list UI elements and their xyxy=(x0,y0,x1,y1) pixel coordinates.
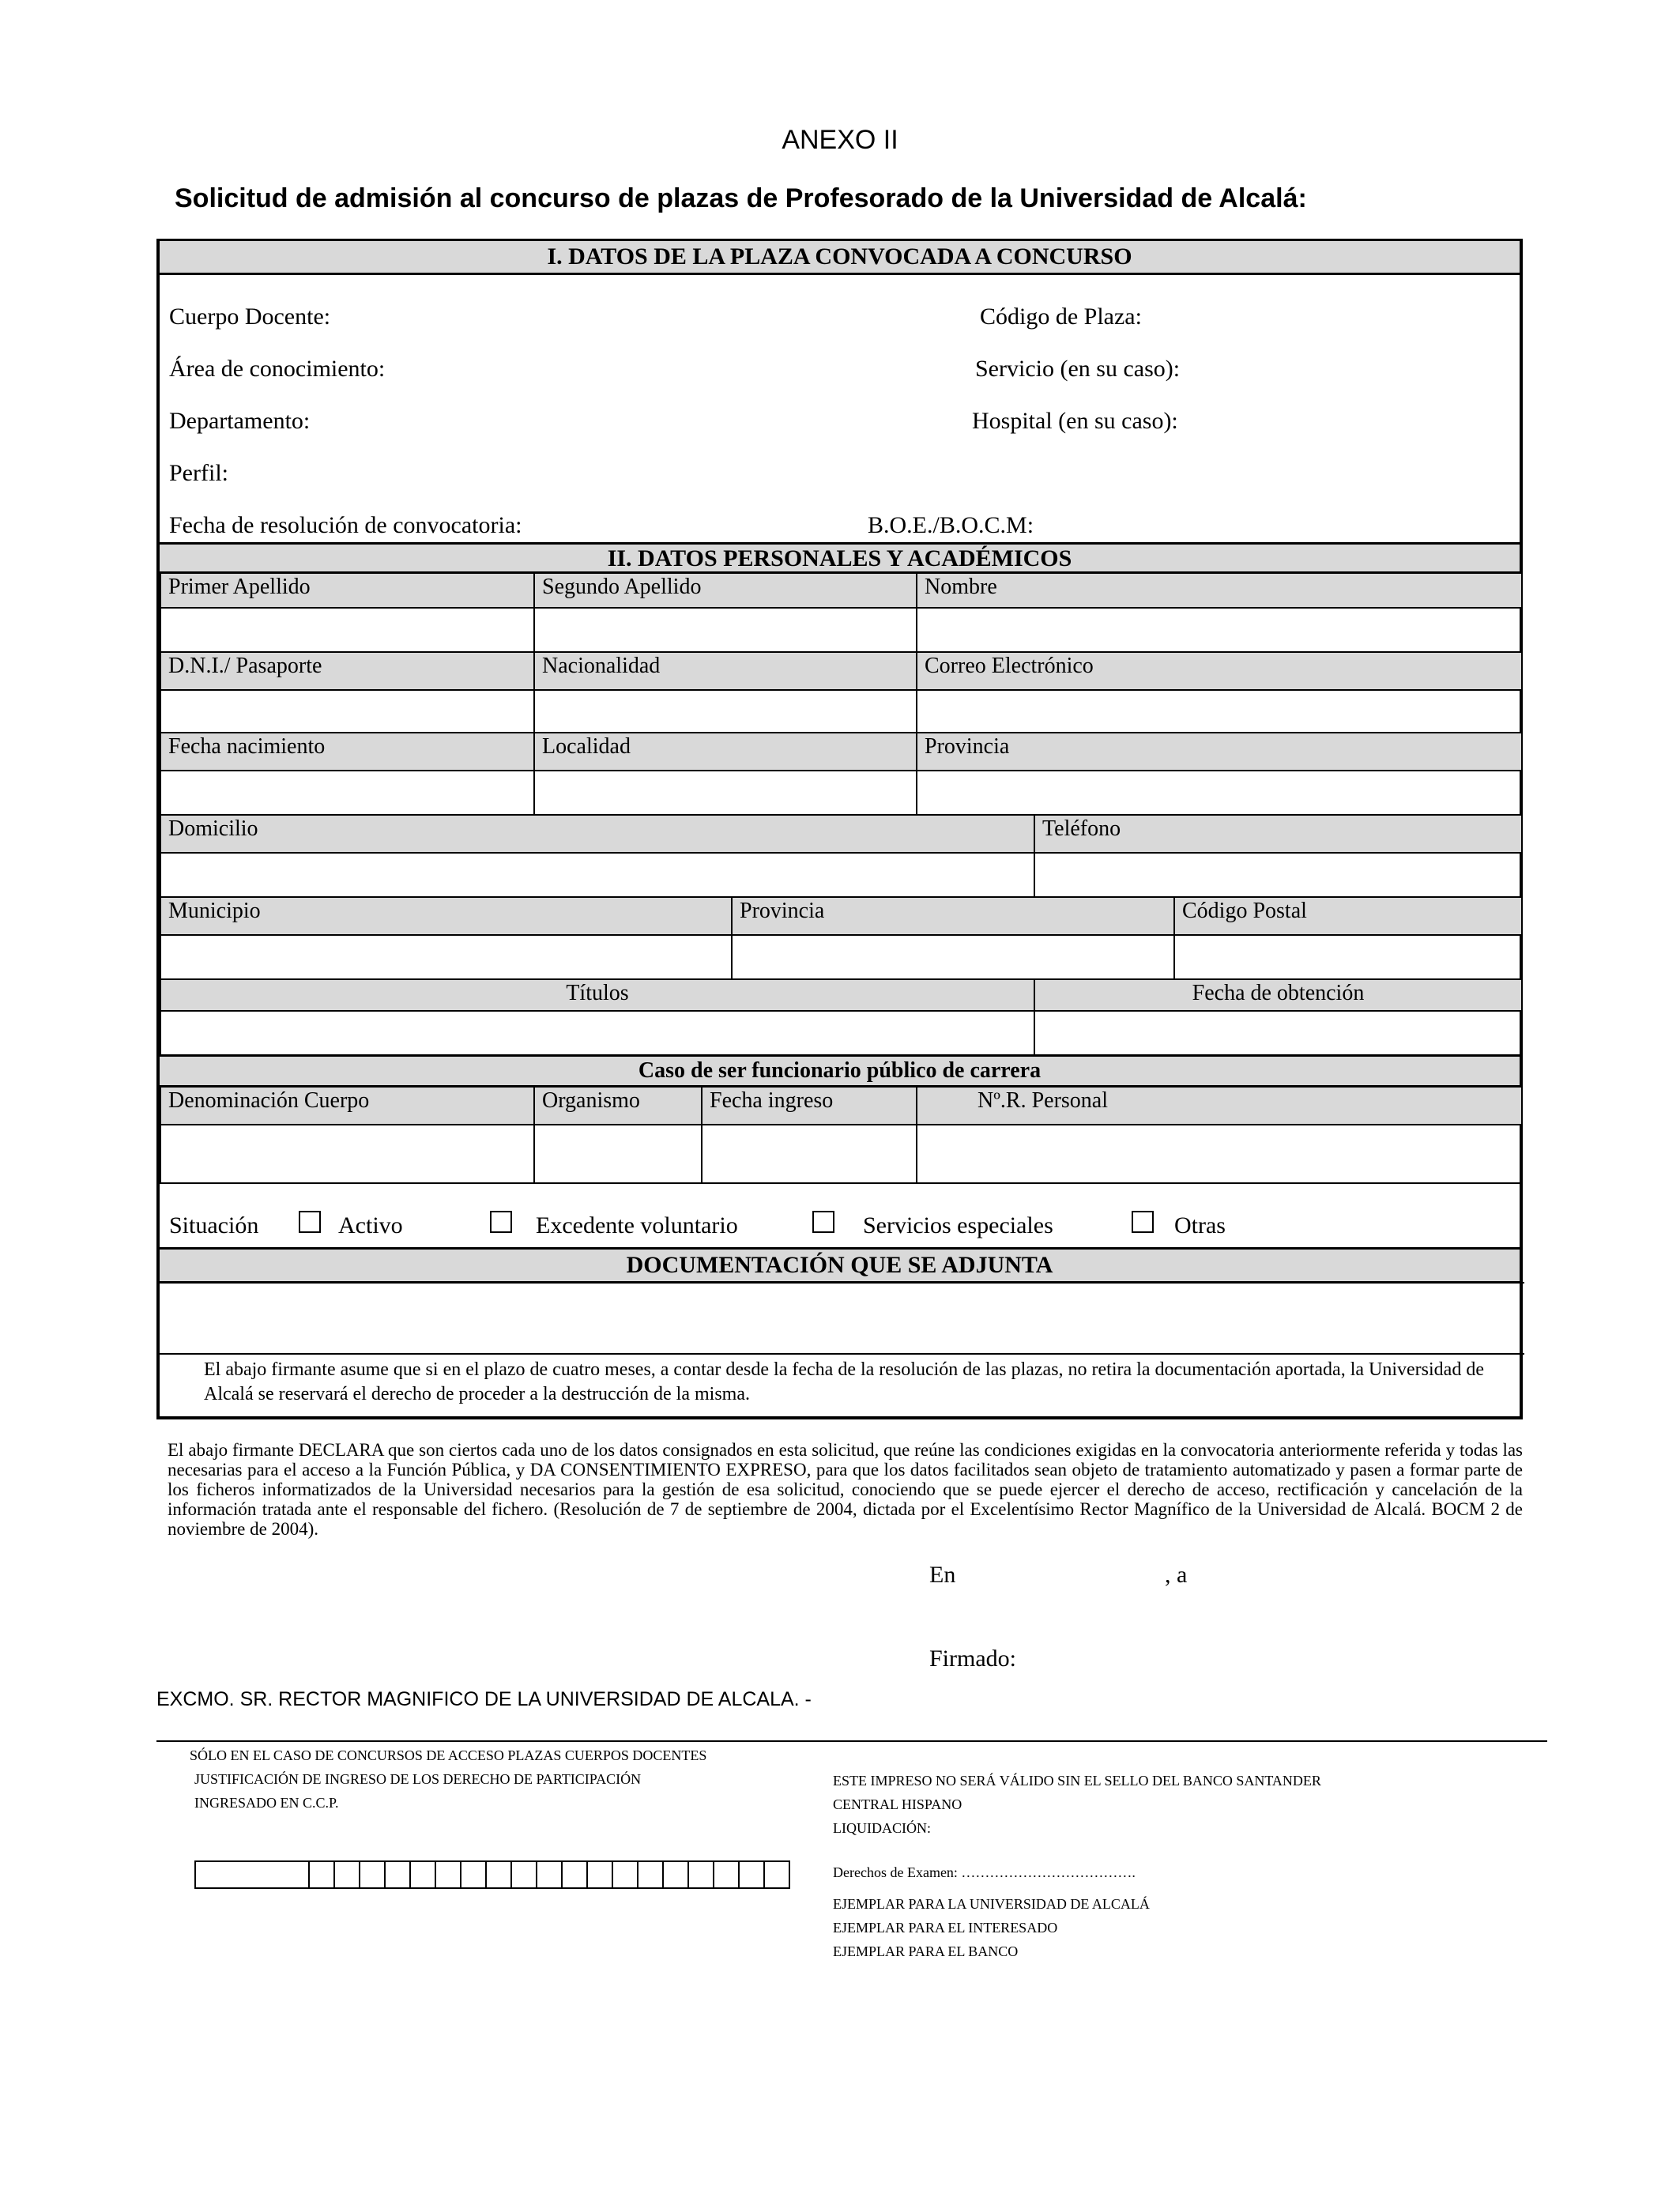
ccp-box[interactable] xyxy=(308,1860,335,1889)
primer-apellido-field[interactable] xyxy=(160,607,535,653)
footer-justificacion: JUSTIFICACIÓN DE INGRESO DE LOS DERECHO DE PARTICIPACIÓN xyxy=(194,1771,642,1787)
telefono-field[interactable] xyxy=(1034,852,1523,898)
footer-ejemplar-interesado: EJEMPLAR PARA EL INTERESADO xyxy=(833,1920,1058,1936)
ccp-box[interactable] xyxy=(662,1860,689,1889)
ccp-box[interactable] xyxy=(763,1860,790,1889)
ccp-box[interactable] xyxy=(359,1860,386,1889)
activo-label: Activo xyxy=(338,1212,403,1238)
fecha-ingreso-label: Fecha ingreso xyxy=(701,1086,917,1125)
codigo-plaza-label: Código de Plaza: xyxy=(980,303,1142,330)
provincia2-label: Provincia xyxy=(731,896,1175,936)
correo-field[interactable] xyxy=(916,689,1523,733)
ccp-box[interactable] xyxy=(612,1860,638,1889)
section2-header: II. DATOS PERSONALES Y ACADÉMICOS xyxy=(160,542,1520,574)
dni-field[interactable] xyxy=(160,689,535,733)
segundo-apellido-field[interactable] xyxy=(533,607,917,653)
ccp-box[interactable] xyxy=(409,1860,436,1889)
excedente-checkbox[interactable] xyxy=(490,1211,512,1233)
provincia-label: Provincia xyxy=(916,732,1523,771)
nombre-field[interactable] xyxy=(916,607,1523,653)
footer-ejemplar-universidad: EJEMPLAR PARA LA UNIVERSIDAD DE ALCALÁ xyxy=(833,1896,1150,1912)
documentacion-header: DOCUMENTACIÓN QUE SE ADJUNTA xyxy=(160,1247,1520,1284)
denominacion-field[interactable] xyxy=(160,1124,535,1184)
codigo-postal-field[interactable] xyxy=(1173,934,1523,980)
servicio-label: Servicio (en su caso): xyxy=(975,356,1181,382)
nacionalidad-label: Nacionalidad xyxy=(533,651,917,691)
annex-title: ANEXO II xyxy=(782,125,898,155)
documentacion-note: El abajo firmante asume que si en el plazo de cuatro meses, a contar desde la fecha de la resolución de las plazas, no retira la documentación aportada, la Universidad de Alcalá se reservará el derecho de proceder a la destrucción de la misma. xyxy=(204,1359,1484,1404)
documentacion-field[interactable] xyxy=(158,1282,1524,1355)
ccp-box[interactable] xyxy=(561,1860,588,1889)
footer-central: CENTRAL HISPANO xyxy=(833,1796,962,1812)
ccp-box[interactable] xyxy=(460,1860,487,1889)
fecha-ingreso-field[interactable] xyxy=(701,1124,917,1184)
footer-solo: SÓLO EN EL CASO DE CONCURSOS DE ACCESO PLAZAS CUERPOS DOCENTES xyxy=(190,1747,707,1763)
departamento-label: Departamento: xyxy=(169,408,311,434)
servicios-label: Servicios especiales xyxy=(863,1212,1053,1238)
footer-ingresado: INGRESADO EN C.C.P. xyxy=(194,1795,339,1811)
footer-liquidacion: LIQUIDACIÓN: xyxy=(833,1820,931,1836)
nrp-label: Nº.R. Personal xyxy=(916,1086,1523,1125)
excedente-label: Excedente voluntario xyxy=(536,1212,738,1238)
ccp-box[interactable] xyxy=(536,1860,563,1889)
ccp-box[interactable] xyxy=(738,1860,765,1889)
situacion-label: Situación xyxy=(169,1212,259,1238)
funcionario-header: Caso de ser funcionario público de carrera xyxy=(160,1054,1520,1088)
municipio-field[interactable] xyxy=(160,934,733,980)
fecha-obtencion-label: Fecha de obtención xyxy=(1034,978,1523,1012)
declaration-text: El abajo firmante DECLARA que son ciertos cada uno de los datos consignados en esta solicitud, que reúne las condiciones exigidas en la convocatoria anteriormente referida y todas las necesarias para el acceso a la Función Pública, y DA CONSENTIMIENTO EXPRESO, para que los datos facilitados sean objeto de tratamiento automatizado y pasen a formar parte de los ficheros informatizados de la Universidad necesarios para la gestión de esa solicitud, conociendo que se puede ejercer el derecho de acceso, rectificación y cancelación de la información tratada ante el responsable del fichero. (Resolución de 7 de septiembre de 2004, dictada por el Excelentísimo Rector Magnífico de la Universidad de Alcalá. BOCM 2 de noviembre de 2004). xyxy=(168,1440,1523,1539)
codigo-postal-label: Código Postal xyxy=(1173,896,1523,936)
municipio-label: Municipio xyxy=(160,896,733,936)
organismo-field[interactable] xyxy=(533,1124,703,1184)
ccp-box[interactable] xyxy=(384,1860,411,1889)
nacionalidad-field[interactable] xyxy=(533,689,917,733)
telefono-label: Teléfono xyxy=(1034,814,1523,854)
form-subtitle: Solicitud de admisión al concurso de plazas de Profesorado de la Universidad de Alcalá: xyxy=(175,183,1307,213)
ccp-box[interactable] xyxy=(435,1860,461,1889)
hospital-label: Hospital (en su caso): xyxy=(972,408,1178,434)
firmado-label: Firmado: xyxy=(929,1646,1016,1672)
ccp-box[interactable] xyxy=(485,1860,512,1889)
footer-derechos: Derechos de Examen: ………………………………. xyxy=(833,1864,1136,1880)
section1-header: I. DATOS DE LA PLAZA CONVOCADA A CONCURSO xyxy=(160,239,1520,275)
fecha-obtencion-field[interactable] xyxy=(1034,1010,1523,1056)
cuerpo-docente-label: Cuerpo Docente: xyxy=(169,303,331,330)
nombre-label: Nombre xyxy=(916,572,1523,609)
provincia-field[interactable] xyxy=(916,770,1523,816)
localidad-label: Localidad xyxy=(533,732,917,771)
ccp-box[interactable] xyxy=(637,1860,664,1889)
provincia2-field[interactable] xyxy=(731,934,1175,980)
servicios-checkbox[interactable] xyxy=(812,1211,834,1233)
ccp-account-boxes[interactable] xyxy=(196,1860,790,1889)
area-conocimiento-label: Área de conocimiento: xyxy=(169,356,386,382)
perfil-label: Perfil: xyxy=(169,460,228,486)
ccp-box[interactable] xyxy=(586,1860,613,1889)
footer-divider xyxy=(156,1740,1547,1742)
fecha-nacimiento-label: Fecha nacimiento xyxy=(160,732,535,771)
ccp-box[interactable] xyxy=(194,1860,310,1889)
fecha-nacimiento-field[interactable] xyxy=(160,770,535,816)
footer-ejemplar-banco: EJEMPLAR PARA EL BANCO xyxy=(833,1943,1019,1959)
ccp-box[interactable] xyxy=(687,1860,714,1889)
organismo-label: Organismo xyxy=(533,1086,703,1125)
date-label: , a xyxy=(1165,1562,1188,1588)
domicilio-label: Domicilio xyxy=(160,814,1035,854)
dni-label: D.N.I./ Pasaporte xyxy=(160,651,535,691)
ccp-box[interactable] xyxy=(510,1860,537,1889)
domicilio-field[interactable] xyxy=(160,852,1035,898)
application-form xyxy=(156,239,1523,1419)
rector-address: EXCMO. SR. RECTOR MAGNIFICO DE LA UNIVERSIDAD DE ALCALA. - xyxy=(156,1688,812,1710)
correo-label: Correo Electrónico xyxy=(916,651,1523,691)
footer-impreso: ESTE IMPRESO NO SERÁ VÁLIDO SIN EL SELLO DEL BANCO SANTANDER xyxy=(833,1773,1321,1789)
otras-checkbox[interactable] xyxy=(1132,1211,1154,1233)
fecha-resolucion-label: Fecha de resolución de convocatoria: xyxy=(169,512,522,538)
ccp-box[interactable] xyxy=(713,1860,740,1889)
otras-label: Otras xyxy=(1174,1212,1226,1238)
ccp-box[interactable] xyxy=(333,1860,360,1889)
nrp-field[interactable] xyxy=(916,1124,1523,1184)
segundo-apellido-label: Segundo Apellido xyxy=(533,572,917,609)
place-label: En xyxy=(929,1562,956,1588)
denominacion-label: Denominación Cuerpo xyxy=(160,1086,535,1125)
titulos-label: Títulos xyxy=(160,978,1035,1012)
titulos-field[interactable] xyxy=(160,1010,1035,1056)
primer-apellido-label: Primer Apellido xyxy=(160,572,535,609)
activo-checkbox[interactable] xyxy=(299,1211,321,1233)
boe-label: B.O.E./B.O.C.M: xyxy=(868,512,1034,538)
localidad-field[interactable] xyxy=(533,770,917,816)
